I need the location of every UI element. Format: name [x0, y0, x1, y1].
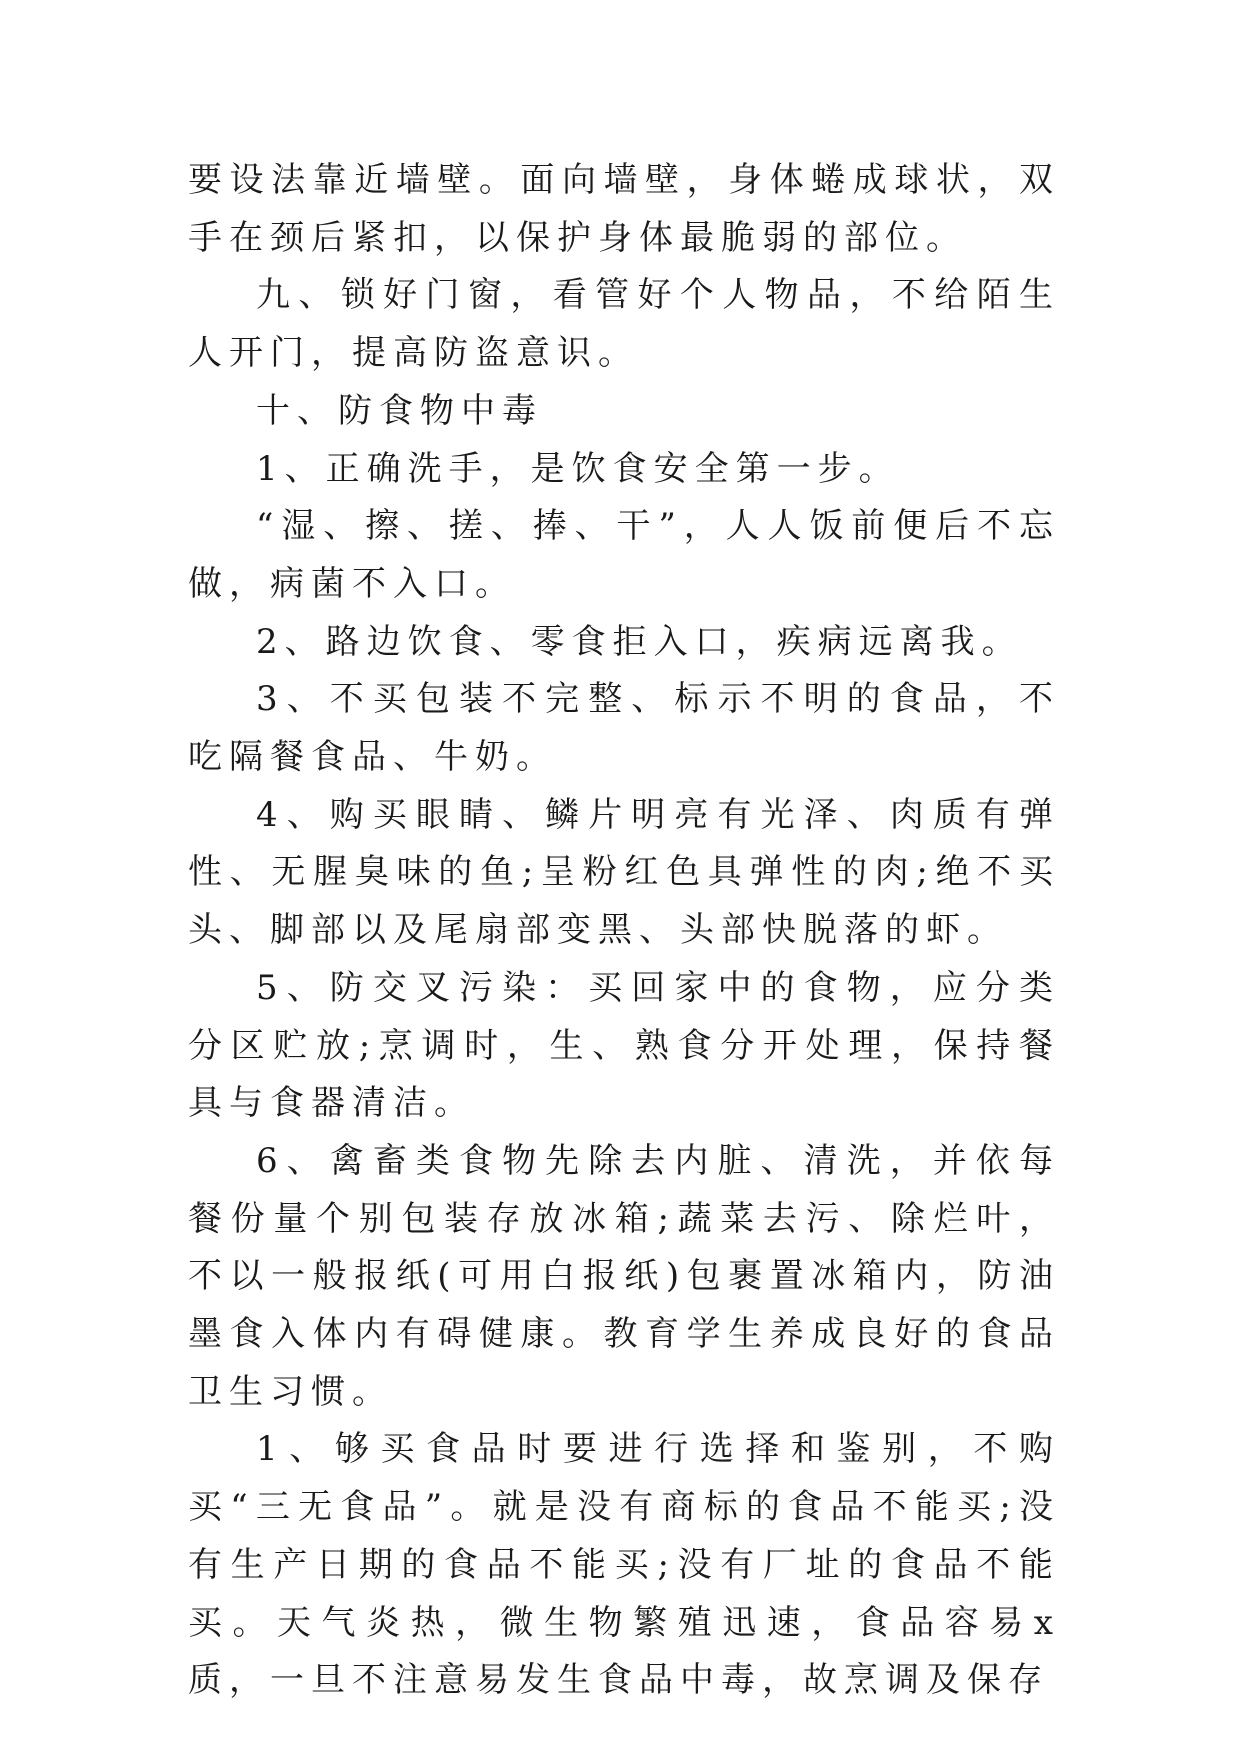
paragraph-6: 2、路边饮食、零食拒入口，疾病远离我。 — [256, 621, 1023, 662]
section-heading: 十、防食物中毒 — [256, 390, 543, 431]
paragraph-4: 1、正确洗手，是饮食安全第一步。 — [256, 448, 900, 489]
document-body — [188, 152, 1060, 1710]
paragraph-11: 1、够买食品时要进行选择和鉴别，不购买“三无食品”。就是没有商标的食品不能买;没有生产日期的食品不能买;没有厂址的食品不能买。天气炎热，微生物繁殖迅速，食品容易x质，一旦不注意易发生食品中毒，故烹调及保存 — [188, 1429, 1060, 1701]
paragraph-7: 3、不买包装不完整、标示不明的食品，不吃隔餐食品、牛奶。 — [188, 679, 1060, 778]
paragraph-9: 5、防交叉污染：买回家中的食物，应分类分区贮放;烹调时，生、熟食分开处理，保持餐具与食器清洁。 — [188, 967, 1060, 1124]
paragraph-10: 6、禽畜类食物先除去内脏、清洗，并依每餐份量个别包装存放冰箱;蔬菜去污、除烂叶，不以一般报纸(可用白报纸)包裹置冰箱内，防油墨食入体内有碍健康。教育学生养成良好的食品卫生习惯。 — [188, 1140, 1060, 1412]
paragraph-5: “湿、擦、搓、捧、干”，人人饭前便后不忘做，病菌不入口。 — [188, 506, 1060, 604]
paragraph-8: 4、购买眼睛、鳞片明亮有光泽、肉质有弹性、无腥臭味的鱼;呈粉红色具弹性的肉;绝不买头、脚部以及尾扇部变黑、头部快脱落的虾。 — [188, 794, 1060, 951]
paragraph-1: 要设法靠近墙壁。面向墙壁，身体蜷成球状，双手在颈后紧扣，以保护身体最脆弱的部位。 — [188, 160, 1060, 258]
paragraph-2: 九、锁好门窗，看管好个人物品，不给陌生人开门，提高防盗意识。 — [188, 275, 1060, 374]
